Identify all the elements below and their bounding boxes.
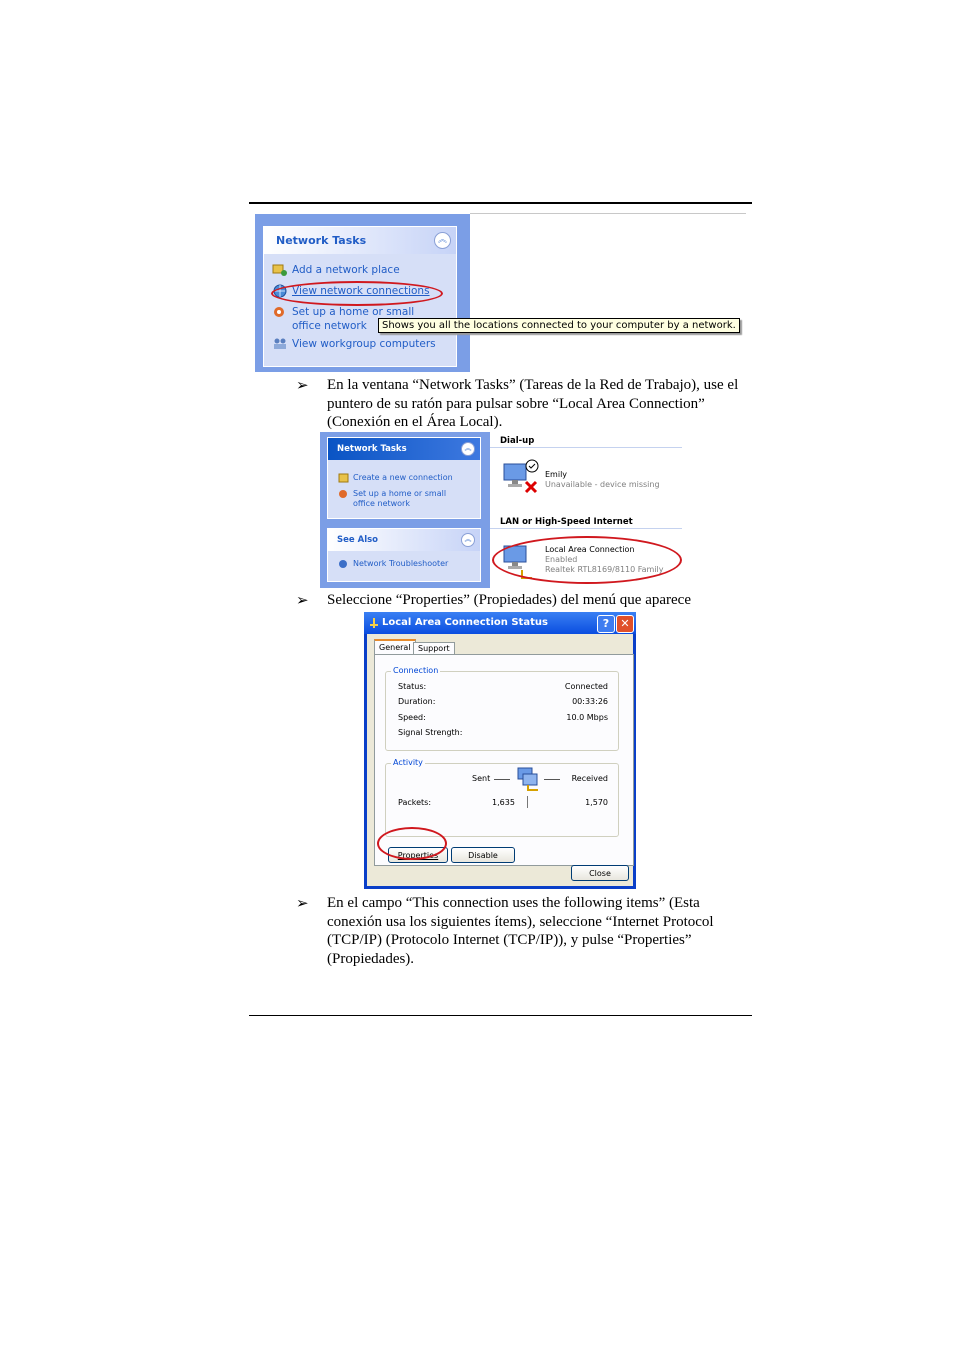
packets-received-value: 1,570 <box>585 798 608 807</box>
bullet-1: ➢ <box>296 376 309 394</box>
s2-create-connection[interactable]: Create a new connection <box>338 473 453 483</box>
paragraph-3: En el campo “This connection uses the following items” (Esta conexión usa los siguientes ítems), seleccione “Internet Protocol (TCP/IP) (Protocolo Internet (TCP/IP)), y pulse “Properties” (Propiedades). <box>327 895 714 967</box>
new-connection-icon <box>338 473 349 483</box>
group-dialup: Dial-up <box>500 436 535 446</box>
home-network-icon <box>272 305 288 319</box>
network-place-icon <box>272 263 288 277</box>
s2-home-network-icon <box>338 489 349 499</box>
disable-button[interactable]: Disable <box>451 847 515 863</box>
dialup-connection-icon <box>502 458 542 498</box>
help-button[interactable]: ? <box>597 615 615 633</box>
help-icon <box>338 559 349 569</box>
tooltip: Shows you all the locations connected to your computer by a network. <box>378 318 740 333</box>
s2-home-network[interactable]: Set up a home or small office network <box>338 489 446 509</box>
s2-see-also-panel <box>327 528 481 582</box>
paragraph-2: Seleccione “Properties” (Propiedades) del menú que aparece <box>327 592 691 608</box>
workgroup-icon <box>272 337 288 351</box>
packets-sent-value: 1,635 <box>492 798 515 807</box>
network-connections-screenshot <box>320 432 490 588</box>
dialog-titlebar[interactable] <box>364 612 636 634</box>
s2-network-tasks-header: Network Tasks ︽ <box>328 438 480 460</box>
connection-group: Connection Status: Connected Duration: 00:33:26 Speed: 10.0 Mbps Signal Strength: <box>385 671 619 751</box>
properties-button[interactable]: Properties <box>388 847 448 863</box>
dialup-connection[interactable]: Emily Unavailable - device missing <box>545 470 660 489</box>
s2-collapse-icon[interactable]: ︽ <box>461 442 475 456</box>
network-icon <box>368 617 380 629</box>
task-add-network-place[interactable]: Add a network place <box>272 263 400 277</box>
group-lan: LAN or High-Speed Internet <box>500 517 633 527</box>
network-tasks-header <box>264 227 456 254</box>
dialog-title: Local Area Connection Status <box>382 617 548 628</box>
bullet-2: ➢ <box>296 591 309 609</box>
s2-see-also-header: See Also ︽ <box>328 529 480 551</box>
tab-general[interactable]: General <box>374 639 416 656</box>
speed-value: 10.0 Mbps <box>566 713 608 722</box>
activity-computers-icon <box>514 766 542 792</box>
highlight-properties-button <box>377 827 447 860</box>
close-window-button[interactable]: ✕ <box>616 615 634 633</box>
status-value: Connected <box>564 682 608 691</box>
task-view-workgroup[interactable]: View workgroup computers <box>272 337 436 351</box>
duration-value: 00:33:26 <box>572 697 608 706</box>
paragraph-1: En la ventana “Network Tasks” (Tareas de la Red de Trabajo), use el puntero de su ratón para pulsar sobre “Local Area Connection” (Conexión en el Área Local). <box>327 377 739 430</box>
bottom-rule <box>249 1015 752 1016</box>
activity-group: Activity Sent Received Packets: 1,635 1,570 <box>385 763 619 837</box>
s2-see-also-collapse-icon[interactable]: ︽ <box>461 533 475 547</box>
local-area-connection[interactable]: Local Area Connection Enabled Realtek RTL8169/8110 Family <box>545 545 664 574</box>
tab-support[interactable]: Support <box>413 642 455 655</box>
top-rule <box>249 202 752 204</box>
s2-network-troubleshooter[interactable]: Network Troubleshooter <box>338 559 448 569</box>
task-view-network-connections[interactable]: View network connections <box>272 284 430 298</box>
screenshot-top-border <box>470 213 746 214</box>
task-home-network[interactable]: Set up a home or small office network <box>272 305 414 333</box>
collapse-icon[interactable]: ︽ <box>434 232 451 249</box>
close-button[interactable]: Close <box>571 865 629 881</box>
s2-network-tasks-panel <box>327 437 481 519</box>
highlight-view-network-connections <box>271 281 443 306</box>
highlight-local-area-connection <box>492 536 682 584</box>
bullet-3: ➢ <box>296 894 309 912</box>
network-tasks-title: Network Tasks <box>276 234 367 247</box>
